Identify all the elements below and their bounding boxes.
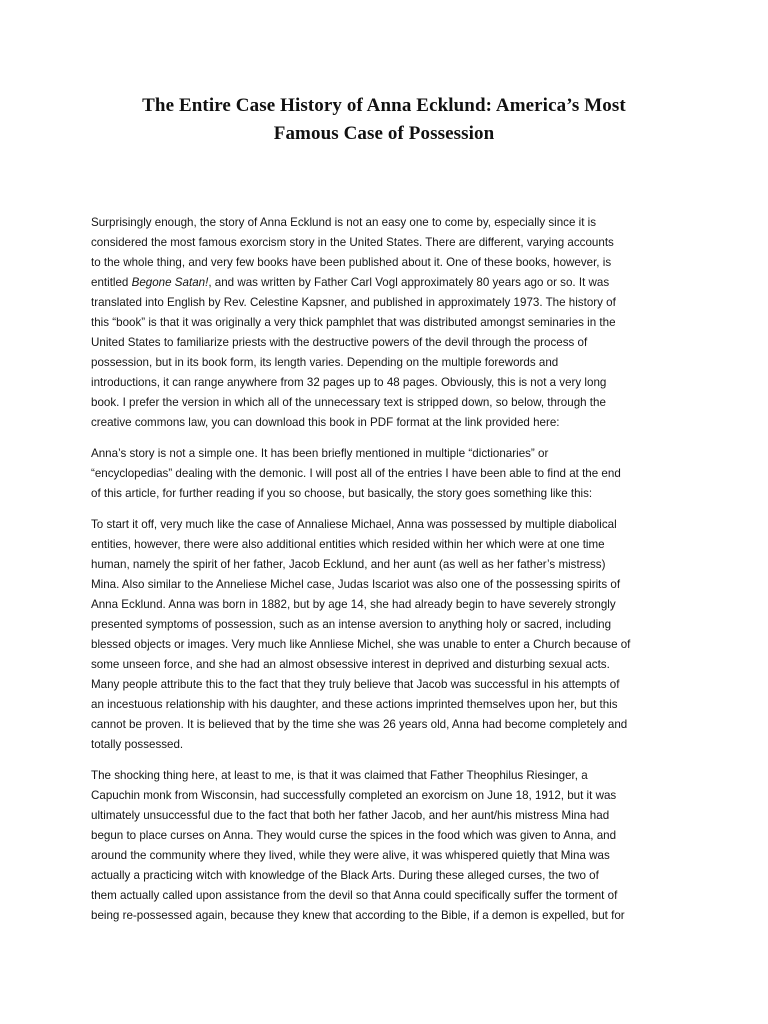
- paragraph-2: [91, 444, 689, 504]
- text-line: cannot be proven. It is believed that by the time she was 26 years old, Anna had become completely and: [91, 718, 628, 731]
- document-body: [91, 213, 689, 937]
- text-line: around the community where they lived, while they were alive, it was whispered quietly that Mina was: [91, 849, 610, 862]
- text-line: actually a practicing witch with knowledge of the Black Arts. During these alleged curses, the two of: [91, 869, 599, 882]
- text-line: book. I prefer the version in which all of the unnecessary text is stripped down, so below, through the: [91, 396, 606, 409]
- text-line: possession, but in its book form, its length varies. Depending on the multiple forewords and: [91, 356, 559, 369]
- text-line: Surprisingly enough, the story of Anna Ecklund is not an easy one to come by, especially since it is: [91, 216, 597, 229]
- text-line: United States to familiarize priests with the destructive powers of the devil through the process of: [91, 336, 588, 349]
- paragraph-4: [91, 766, 689, 926]
- text-line: begun to place curses on Anna. They would curse the spices in the food which was given to Anna, and: [91, 829, 617, 842]
- text-line: ultimately unsuccessful due to the fact that both her father Jacob, and her aunt/his mistress Mina had: [91, 809, 610, 822]
- text-fragment: , and was written by Father Carl Vogl approximately 80 years ago or so. It was: [208, 276, 610, 289]
- text-line: some unseen force, and she had an almost obsessive interest in deprived and disturbing sexual acts.: [91, 658, 610, 671]
- text-line: entities, however, there were also additional entities which resided within her which were at one time: [91, 538, 605, 551]
- title-line: The Entire Case History of Anna Ecklund: America’s Most: [142, 95, 626, 116]
- text-line: To start it off, very much like the case of Annaliese Michael, Anna was possessed by multiple diabolical: [91, 518, 617, 531]
- text-line: an incestuous relationship with his daughter, and these actions imprinted themselves upon her, but this: [91, 698, 618, 711]
- title-line: Famous Case of Possession: [273, 123, 495, 144]
- text-line: Anna Ecklund. Anna was born in 1882, but by age 14, she had already begin to have severely strongly: [91, 598, 616, 611]
- text-line: creative commons law, you can download this book in PDF format at the link provided here:: [91, 416, 560, 429]
- paragraph-3: [91, 515, 689, 755]
- text-line: totally possessed.: [91, 738, 184, 751]
- text-line: to the whole thing, and very few books have been published about it. One of these books, however, is: [91, 256, 612, 269]
- text-line: [91, 273, 689, 293]
- text-line: translated into English by Rev. Celestine Kapsner, and published in approximately 1973. The history of: [91, 296, 616, 309]
- text-line: being re-possessed again, because they knew that according to the Bible, if a demon is expelled, but for: [91, 909, 625, 922]
- text-line: The shocking thing here, at least to me, is that it was claimed that Father Theophilus Riesinger, a: [91, 769, 588, 782]
- document-title: [60, 92, 708, 148]
- text-fragment: entitled: [91, 276, 132, 289]
- book-title: Begone Satan!: [131, 276, 209, 289]
- text-line: Mina. Also similar to the Anneliese Michel case, Judas Iscariot was also one of the possessing spirits of: [91, 578, 621, 591]
- text-line: Anna’s story is not a simple one. It has been briefly mentioned in multiple “dictionaries” or: [91, 447, 549, 460]
- text-line: presented symptoms of possession, such as an intense aversion to anything holy or sacred, including: [91, 618, 612, 631]
- text-line: considered the most famous exorcism story in the United States. There are different, varying accounts: [91, 236, 614, 249]
- text-line: “encyclopedias” dealing with the demonic. I will post all of the entries I have been able to find at the end: [91, 467, 621, 480]
- text-line: blessed objects or images. Very much like Annliese Michel, she was unable to enter a Church because of: [91, 638, 631, 651]
- text-line: Capuchin monk from Wisconsin, had successfully completed an exorcism on June 18, 1912, but it was: [91, 789, 617, 802]
- text-line: this “book” is that it was originally a very thick pamphlet that was distributed amongst seminaries in the: [91, 316, 616, 329]
- text-line: Many people attribute this to the fact that they truly believe that Jacob was successful in his attempts of: [91, 678, 620, 691]
- text-line: human, namely the spirit of her father, Jacob Ecklund, and her aunt (as well as her father’s mistress): [91, 558, 606, 571]
- text-line: them actually called upon assistance from the devil so that Anna could specifically suffer the torment of: [91, 889, 618, 902]
- paragraph-1: [91, 213, 689, 433]
- text-line: introductions, it can range anywhere from 32 pages up to 48 pages. Obviously, this is not a very long: [91, 376, 607, 389]
- text-line: of this article, for further reading if you so choose, but basically, the story goes something like this:: [91, 487, 593, 500]
